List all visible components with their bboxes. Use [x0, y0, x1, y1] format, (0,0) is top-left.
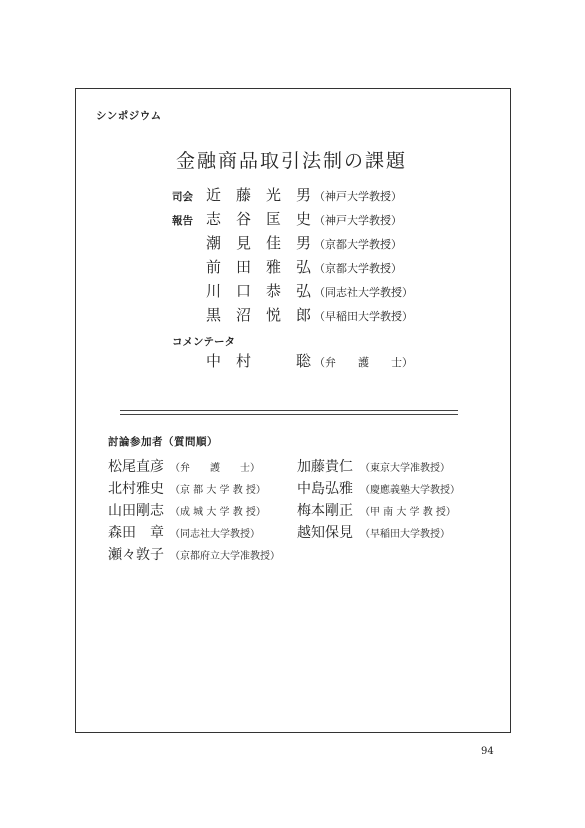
speaker-name: 黒 沼 悦 郎: [206, 306, 312, 324]
page-number: 94: [481, 746, 494, 757]
speaker-affiliation: （神戸大学教授）: [314, 214, 402, 227]
participant-affiliation: （慶應義塾大学教授）: [360, 485, 460, 496]
speaker-name: 川 口 恭 弘: [206, 282, 312, 300]
speaker-name: 潮 見 佳 男: [206, 234, 312, 252]
participant-affiliation: （同志社大学教授）: [170, 529, 260, 540]
speaker-affiliation: （同志社大学教授）: [314, 286, 413, 299]
participant-name: 瀬々敦子: [108, 547, 164, 563]
speaker-affiliation: （神戸大学教授）: [314, 190, 402, 203]
role-reporters: 報告: [172, 215, 193, 227]
section-label: シンポジウム: [96, 110, 162, 122]
speaker-name: 前 田 雅 弘: [206, 258, 312, 276]
participant-affiliation: （甲 南 大 学 教 授）: [360, 507, 456, 518]
participant-name: 梅本剛正: [297, 503, 353, 519]
page-title: 金融商品取引法制の課題: [176, 150, 408, 172]
speaker-name: 志 谷 匡 史: [206, 210, 312, 228]
participant-name: 森田 章: [108, 525, 164, 541]
participant-name: 加藤貴仁: [297, 459, 353, 475]
divider-rule: [120, 410, 458, 411]
speaker-affiliation: （京都大学教授）: [314, 238, 402, 251]
divider-rule: [120, 414, 458, 415]
role-moderator: 司会: [172, 191, 193, 203]
speaker-name: 近 藤 光 男: [206, 186, 312, 204]
participant-name: 越知保見: [297, 525, 353, 541]
participant-affiliation: （成 城 大 学 教 授）: [170, 507, 266, 518]
participant-affiliation: （京 都 大 学 教 授）: [170, 485, 266, 496]
participant-name: 松尾直彦: [108, 459, 164, 475]
participants-label: 討論参加者（質問順）: [108, 436, 218, 448]
participant-name: 中島弘雅: [297, 481, 353, 497]
role-commentator: コメンテータ: [172, 336, 235, 348]
speaker-affiliation: （早稲田大学教授）: [314, 310, 413, 323]
speaker-affiliation: （京都大学教授）: [314, 262, 402, 275]
commentator-affiliation: （弁 護 士）: [314, 356, 413, 369]
participant-affiliation: （京都府立大学准教授）: [170, 551, 280, 562]
participant-affiliation: （東京大学准教授）: [360, 463, 450, 474]
participant-name: 山田剛志: [108, 503, 164, 519]
participant-affiliation: （弁 護 士）: [170, 463, 260, 474]
commentator-name: 中 村 聡: [206, 352, 312, 370]
participant-name: 北村雅史: [108, 481, 164, 497]
participant-affiliation: （早稲田大学教授）: [360, 529, 450, 540]
